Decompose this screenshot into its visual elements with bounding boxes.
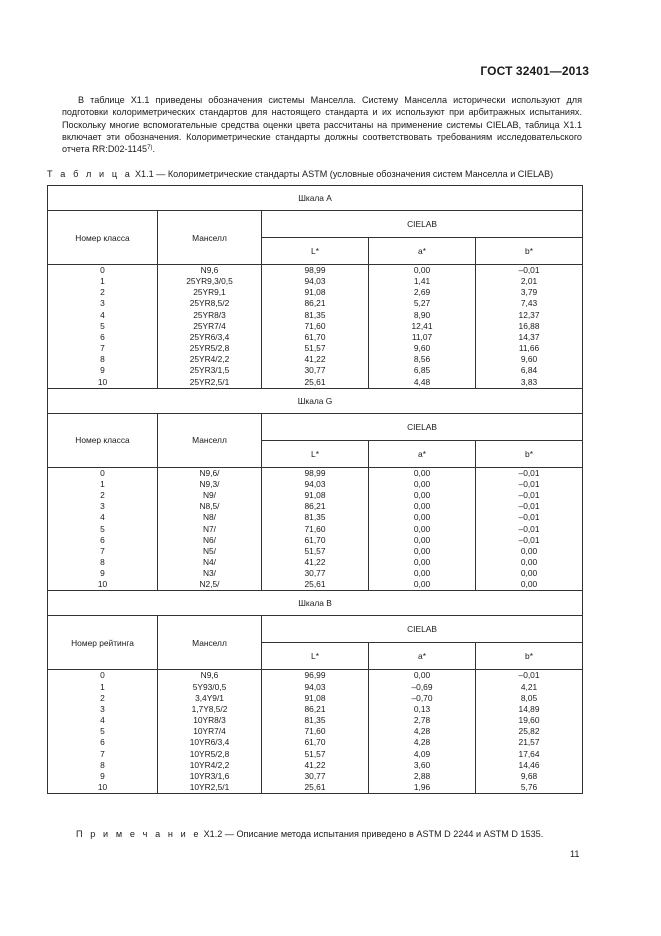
munsell-column — [158, 467, 262, 591]
table-cell: 51,57 — [304, 343, 326, 354]
table-cell: 9 — [100, 568, 105, 579]
first-column-header: Номер класса — [48, 413, 158, 467]
intro-end: . — [152, 144, 155, 155]
table-cell: 0,00 — [413, 534, 431, 545]
table-cell: 2,78 — [413, 715, 431, 726]
table-cell: 86,21 — [304, 298, 326, 309]
cielab-b-column — [476, 265, 583, 389]
table-cell: –0,70 — [411, 692, 433, 703]
table-cell: 10YR8/3 — [193, 715, 226, 726]
table-cell: 14,89 — [518, 703, 540, 714]
table-cell: 51,57 — [304, 748, 326, 759]
table-cell: N9,6 — [200, 670, 219, 681]
table-cell: 10YR7/4 — [193, 726, 226, 737]
table-cell: 25YR5/2,8 — [189, 343, 230, 354]
table-cell: 81,35 — [304, 512, 326, 523]
table-cell: 2 — [100, 287, 105, 298]
table-cell: 10YR4/2,2 — [189, 759, 230, 770]
table-cell: 4,09 — [413, 748, 431, 759]
table-cell: 19,60 — [518, 715, 540, 726]
table-cell: 8,90 — [413, 309, 431, 320]
table-cell: 5,76 — [520, 782, 538, 792]
table-cell: 61,70 — [304, 331, 326, 342]
table-cell: 2 — [100, 692, 105, 703]
cielab-l-column — [262, 670, 369, 794]
table-cell: 5 — [100, 523, 105, 534]
table-cell: 25,82 — [518, 726, 540, 737]
scale-title: Шкала А — [48, 186, 583, 211]
table-cell: 10YR5/2,8 — [189, 748, 230, 759]
table-cell: 10YR6/3,4 — [189, 737, 230, 748]
table-cell: 81,35 — [304, 715, 326, 726]
table-cell: 91,08 — [304, 490, 326, 501]
table-cell: 3 — [100, 703, 105, 714]
table-cell: 5,27 — [413, 298, 431, 309]
table-cell: 9 — [100, 770, 105, 781]
table-cell: 8,56 — [413, 354, 431, 365]
table-cell: 8,05 — [520, 692, 538, 703]
first-column-header: Номер класса — [48, 211, 158, 265]
table-cell: N2,5/ — [199, 579, 220, 590]
a-header: a* — [369, 238, 476, 265]
table-cell: 2 — [100, 490, 105, 501]
table-cell: 9,68 — [520, 770, 538, 781]
table-cell: 91,08 — [304, 692, 326, 703]
table-cell: 0,00 — [413, 556, 431, 567]
table-cell: 12,41 — [411, 320, 433, 331]
table-cell: 21,57 — [518, 737, 540, 748]
a-header: a* — [369, 440, 476, 467]
table-cell: 1 — [100, 276, 105, 287]
scale-title-row — [48, 591, 583, 616]
table-cell: 6 — [100, 534, 105, 545]
l-header: L* — [262, 643, 369, 670]
table-cell: 4,21 — [520, 681, 538, 692]
table-cell: 7 — [100, 748, 105, 759]
table-cell: 4 — [100, 309, 105, 320]
table-cell: 9 — [100, 365, 105, 376]
table-cell: 0,00 — [520, 568, 538, 579]
table-cell: 96,99 — [304, 670, 326, 681]
data-block — [48, 265, 583, 389]
table-cell: 0,00 — [413, 501, 431, 512]
table-cell: 0,00 — [413, 523, 431, 534]
standard-header: ГОСТ 32401—2013 — [480, 64, 589, 78]
table-cell: 61,70 — [304, 534, 326, 545]
a-header: a* — [369, 643, 476, 670]
munsell-header: Манселл — [158, 616, 262, 670]
first-column-header: Номер рейтинга — [48, 616, 158, 670]
table-cell: 0,00 — [413, 490, 431, 501]
table-cell: 25YR7/4 — [193, 320, 226, 331]
table-cell: –0,69 — [411, 681, 433, 692]
table-cell: 6 — [100, 331, 105, 342]
table-cell: 25,61 — [304, 579, 326, 590]
table-cell: 0,00 — [520, 545, 538, 556]
scale-title-row — [48, 186, 583, 211]
table-cell: 98,99 — [304, 467, 326, 478]
munsell-header: Манселл — [158, 211, 262, 265]
table-cell: 0,00 — [413, 545, 431, 556]
table-cell: 8 — [100, 354, 105, 365]
cielab-a-column — [369, 670, 476, 794]
table-cell: 9,60 — [520, 354, 538, 365]
table-cell: 25YR6/3,4 — [189, 331, 230, 342]
b-header: b* — [476, 238, 583, 265]
table-cell: 10YR2,5/1 — [189, 782, 230, 792]
table-cell: N3/ — [202, 568, 217, 579]
cielab-l-column — [262, 265, 369, 389]
l-header: L* — [262, 440, 369, 467]
table-cell: 10 — [97, 579, 108, 590]
table-cell: 16,88 — [518, 320, 540, 331]
table-cell: N8,5/ — [199, 501, 220, 512]
page-number: 11 — [570, 849, 580, 859]
table-cell: 0,00 — [413, 512, 431, 523]
data-block — [48, 670, 583, 794]
munsell-header: Манселл — [158, 413, 262, 467]
table-cell: 25YR2,5/1 — [189, 376, 230, 387]
cielab-l-column — [262, 467, 369, 591]
table-cell: 0,00 — [413, 579, 431, 590]
scale-title: Шкала G — [48, 388, 583, 413]
table-cell: 71,60 — [304, 726, 326, 737]
header-row — [48, 413, 583, 440]
table-cell: –0,01 — [518, 265, 540, 275]
colorimetric-table — [47, 185, 583, 794]
table-cell: 0,00 — [413, 478, 431, 489]
data-block — [48, 467, 583, 591]
intro-paragraph — [62, 94, 582, 155]
table-cell: 25,61 — [304, 376, 326, 387]
table-note — [76, 829, 596, 839]
table-cell: 30,77 — [304, 568, 326, 579]
table-cell: N4/ — [202, 556, 217, 567]
table-cell: 10YR3/1,6 — [189, 770, 230, 781]
table-cell: 1 — [100, 478, 105, 489]
table-cell: 86,21 — [304, 501, 326, 512]
table-cell: 86,21 — [304, 703, 326, 714]
table-cell: 2,69 — [413, 287, 431, 298]
table-cell: –0,01 — [518, 534, 540, 545]
table-cell: 4,28 — [413, 737, 431, 748]
table-cell: –0,01 — [518, 512, 540, 523]
table-cell: 3 — [100, 501, 105, 512]
table-cell: 94,03 — [304, 681, 326, 692]
table-cell: 41,22 — [304, 556, 326, 567]
cielab-header: CIELAB — [262, 616, 583, 643]
table-cell: 11,07 — [411, 331, 433, 342]
table-cell: 3,83 — [520, 376, 538, 387]
table-cell: 0,00 — [413, 568, 431, 579]
class-number-column — [48, 265, 158, 389]
table-cell: 25YR8/3 — [193, 309, 226, 320]
table-cell: N6/ — [202, 534, 217, 545]
table-cell: –0,01 — [518, 501, 540, 512]
table-cell: 91,08 — [304, 287, 326, 298]
table-cell: 3,79 — [520, 287, 538, 298]
cielab-a-column — [369, 467, 476, 591]
table-cell: N9,3/ — [199, 478, 220, 489]
cielab-b-column — [476, 670, 583, 794]
table-cell: 0,00 — [520, 556, 538, 567]
table-cell: 7 — [100, 545, 105, 556]
table-cell: 8 — [100, 759, 105, 770]
table-cell: 25YR4/2,2 — [189, 354, 230, 365]
cielab-header: CIELAB — [262, 413, 583, 440]
table-cell: 81,35 — [304, 309, 326, 320]
note-prefix: П р и м е ч а н и е — [76, 829, 202, 839]
table-cell: 4 — [100, 715, 105, 726]
scale-title-row — [48, 388, 583, 413]
table-cell: 25YR9,1 — [193, 287, 226, 298]
table-cell: N7/ — [202, 523, 217, 534]
table-cell: N8/ — [202, 512, 217, 523]
munsell-column — [158, 265, 262, 389]
cielab-header: CIELAB — [262, 211, 583, 238]
table-cell: N9,6/ — [199, 467, 220, 478]
scale-title: Шкала B — [48, 591, 583, 616]
table-cell: 5 — [100, 320, 105, 331]
table-cell: 41,22 — [304, 759, 326, 770]
table-cell: 94,03 — [304, 478, 326, 489]
table-cell: 98,99 — [304, 265, 326, 275]
table-cell: 6,84 — [520, 365, 538, 376]
table-cell: 30,77 — [304, 365, 326, 376]
table-cell: 25YR3/1,5 — [189, 365, 230, 376]
table-cell: 5 — [100, 726, 105, 737]
table-cell: 41,22 — [304, 354, 326, 365]
table-cell: 0,00 — [413, 467, 431, 478]
table-cell: 61,70 — [304, 737, 326, 748]
l-header: L* — [262, 238, 369, 265]
table-cell: 51,57 — [304, 545, 326, 556]
table-cell: N9,6 — [200, 265, 219, 275]
table-cell: 4,28 — [413, 726, 431, 737]
table-cell: 4 — [100, 512, 105, 523]
table-cell: 14,37 — [518, 331, 540, 342]
table-cell: 0,00 — [413, 265, 431, 275]
table-cell: 7,43 — [520, 298, 538, 309]
cielab-a-column — [369, 265, 476, 389]
table-cell: 10 — [97, 376, 108, 387]
header-row — [48, 211, 583, 238]
table-cell: 25YR9,3/0,5 — [186, 276, 233, 287]
table-cell: 11,66 — [518, 343, 540, 354]
note-text: Х1.2 — Описание метода испытания приведено в ASTM D 2244 и ASTM D 1535. — [201, 829, 544, 839]
table-cell: 71,60 — [304, 523, 326, 534]
table-cell: –0,01 — [518, 478, 540, 489]
table-cell: 3 — [100, 298, 105, 309]
b-header: b* — [476, 440, 583, 467]
table-cell: 7 — [100, 343, 105, 354]
table-cell: 5Y93/0,5 — [192, 681, 227, 692]
table-cell: –0,01 — [518, 467, 540, 478]
table-cell: 0,13 — [413, 703, 431, 714]
class-number-column — [48, 467, 158, 591]
table-cell: 9,60 — [413, 343, 431, 354]
table-cell: 10 — [97, 782, 108, 792]
table-cell: 1 — [100, 681, 105, 692]
table-cell: 71,60 — [304, 320, 326, 331]
table-cell: –0,01 — [518, 490, 540, 501]
table-cell: 1,96 — [413, 782, 431, 792]
cielab-b-column — [476, 467, 583, 591]
table-cell: 2,88 — [413, 770, 431, 781]
munsell-column — [158, 670, 262, 794]
table-cell: 14,46 — [518, 759, 540, 770]
table-cell: 6,85 — [413, 365, 431, 376]
table-cell: N9/ — [202, 490, 217, 501]
table-cell: 2,01 — [520, 276, 538, 287]
table-cell: 0 — [100, 670, 105, 681]
table-cell: 0,00 — [520, 579, 538, 590]
table-cell: 6 — [100, 737, 105, 748]
header-row — [48, 616, 583, 643]
table-cell: 25YR8,5/2 — [189, 298, 230, 309]
table-cell: 0 — [100, 467, 105, 478]
table-cell: 3,60 — [413, 759, 431, 770]
table-cell: N5/ — [202, 545, 217, 556]
table-cell: 1,41 — [413, 276, 431, 287]
caption-text: Х1.1 — Колориметрические стандарты ASTM (условные обозначения систем Манселла и CIELAB) — [132, 169, 554, 179]
table-cell: 25,61 — [304, 782, 326, 792]
footnote-mark: 7) — [147, 145, 153, 152]
table-cell: –0,01 — [518, 523, 540, 534]
table-cell: 0,00 — [413, 670, 431, 681]
intro-text: В таблице Х1.1 приведены обозначения системы Манселла. Систему Манселла исторически используют для подготовки колориметрических стандартов для настоящего стандарта и их используют при арбитражных испытаниях. Поскольку многие вспомогательные средства оценки цвета рассчитаны на применение системы CIELAB, таблица Х1.1 включает эти обозначения. Колориметрические стандарты должны соответствовать требованиям исследовательского отчета RR:D02-1145 — [62, 95, 582, 155]
table-cell: 1,7Y8,5/2 — [191, 703, 228, 714]
table-cell: 3,4Y9/1 — [195, 692, 224, 703]
table-cell: 4,48 — [413, 376, 431, 387]
table-cell: 17,64 — [518, 748, 540, 759]
table-cell: 12,37 — [518, 309, 540, 320]
table-cell: –0,01 — [518, 670, 540, 681]
b-header: b* — [476, 643, 583, 670]
caption-prefix: Т а б л и ц а — [47, 169, 133, 179]
table-cell: 30,77 — [304, 770, 326, 781]
class-number-column — [48, 670, 158, 794]
table-cell: 94,03 — [304, 276, 326, 287]
table-caption — [47, 169, 607, 179]
table-cell: 8 — [100, 556, 105, 567]
table-cell: 0 — [100, 265, 105, 275]
